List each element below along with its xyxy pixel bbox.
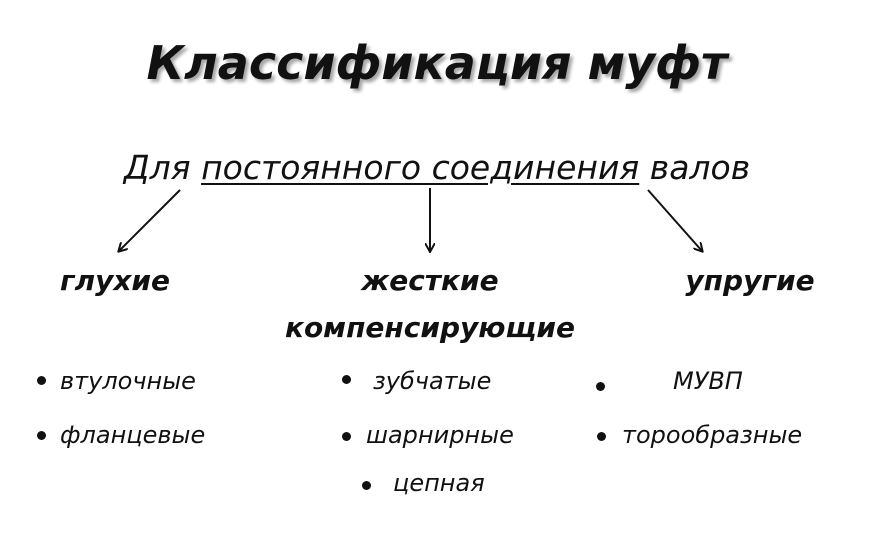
list-item: зубчатые	[373, 367, 492, 395]
bullet	[37, 376, 46, 385]
list-item: МУВП	[673, 367, 743, 395]
page-title: Классификация муфт	[146, 36, 728, 90]
category-gluhie: глухие	[59, 264, 171, 297]
bullet	[37, 431, 46, 440]
bullet	[596, 382, 605, 391]
bullet	[342, 432, 351, 441]
subtitle-suffix: валов	[639, 148, 751, 187]
category-zhestkie-line2: компенсирующие	[284, 311, 576, 344]
arrow-to-gluhie	[119, 190, 180, 251]
bullet	[597, 432, 606, 441]
category-zhestkie-line1: жесткие	[361, 264, 499, 297]
list-item: торообразные	[622, 421, 803, 449]
subtitle-underlined: постоянного соединения	[201, 148, 640, 187]
list-item: шарнирные	[366, 421, 514, 449]
bullet	[362, 481, 371, 490]
list-item: втулочные	[60, 367, 196, 395]
category-uprugie: упругие	[685, 264, 815, 297]
list-item: цепная	[393, 469, 485, 497]
subtitle-prefix: Для	[123, 148, 202, 187]
arrow-to-uprugie	[648, 190, 702, 251]
bullet	[342, 375, 351, 384]
list-item: фланцевые	[60, 421, 206, 449]
